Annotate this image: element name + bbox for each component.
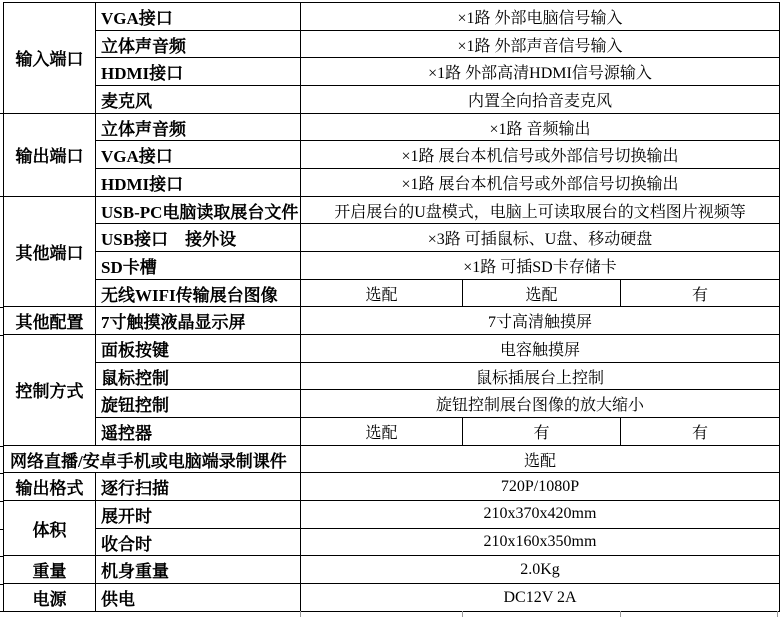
value-cell: 210x370x420mm bbox=[301, 501, 780, 529]
category-cell: 控制方式 bbox=[4, 335, 96, 446]
table-row bbox=[4, 418, 780, 446]
gridline-stub-left bbox=[0, 584, 4, 585]
value-cell: ×1路 外部电脑信号输入 bbox=[301, 3, 780, 31]
item-cell: USB接口 接外设 bbox=[96, 224, 301, 252]
value-cell: 7寸高清触摸屏 bbox=[301, 307, 780, 335]
table-row bbox=[4, 196, 780, 224]
value-cell: 有 bbox=[463, 418, 621, 446]
value-cell: 210x160x350mm bbox=[301, 528, 780, 556]
value-cell: 内置全向拾音麦克风 bbox=[301, 86, 780, 114]
table-row bbox=[4, 86, 780, 114]
table-row bbox=[4, 335, 780, 363]
item-cell: 7寸触摸液晶显示屏 bbox=[96, 307, 301, 335]
gridline-stub-left bbox=[0, 556, 4, 557]
item-cell: HDMI接口 bbox=[96, 58, 301, 86]
value-cell: 选配 bbox=[301, 445, 780, 473]
table-row bbox=[4, 169, 780, 197]
table-row bbox=[4, 584, 780, 612]
value-cell: 旋钮控制展台图像的放大缩小 bbox=[301, 390, 780, 418]
gridline-stub-bottom bbox=[620, 611, 621, 617]
value-cell: ×1路 外部声音信号输入 bbox=[301, 30, 780, 58]
gridline-stub-bottom bbox=[300, 611, 301, 617]
table-row bbox=[4, 30, 780, 58]
gridline-stub-left bbox=[0, 611, 4, 612]
gridline-stub-left bbox=[0, 446, 4, 447]
gridline-stub-left bbox=[0, 529, 4, 530]
item-cell: 旋钮控制 bbox=[96, 390, 301, 418]
table-row bbox=[4, 307, 780, 335]
category-cell: 输出端口 bbox=[4, 113, 96, 196]
value-cell: 2.0Kg bbox=[301, 556, 780, 584]
table-row bbox=[4, 528, 780, 556]
item-cell: 供电 bbox=[96, 584, 301, 612]
category-cell: 输出格式 bbox=[4, 473, 96, 501]
value-cell: DC12V 2A bbox=[301, 584, 780, 612]
value-cell: 鼠标插展台上控制 bbox=[301, 362, 780, 390]
item-cell: 机身重量 bbox=[96, 556, 301, 584]
table-row bbox=[4, 279, 780, 307]
table-row bbox=[4, 556, 780, 584]
value-cell: ×1路 展台本机信号或外部信号切换输出 bbox=[301, 141, 780, 169]
table-row bbox=[4, 473, 780, 501]
item-cell: 收合时 bbox=[96, 528, 301, 556]
item-cell: 立体声音频 bbox=[96, 113, 301, 141]
item-cell: VGA接口 bbox=[96, 3, 301, 31]
item-cell: 网络直播/安卓手机或电脑端录制课件 bbox=[4, 445, 301, 473]
gridline-stub-left bbox=[0, 307, 4, 308]
value-cell: ×1路 音频输出 bbox=[301, 113, 780, 141]
category-cell: 电源 bbox=[4, 584, 96, 612]
gridline-stub-left bbox=[0, 501, 4, 502]
item-cell: 遥控器 bbox=[96, 418, 301, 446]
table-row bbox=[4, 224, 780, 252]
table-row bbox=[4, 445, 780, 473]
value-cell: ×3路 可插鼠标、U盘、移动硬盘 bbox=[301, 224, 780, 252]
value-cell: 选配 bbox=[463, 279, 621, 307]
item-cell: 鼠标控制 bbox=[96, 362, 301, 390]
value-cell: ×1路 外部高清HDMI信号源输入 bbox=[301, 58, 780, 86]
table-row bbox=[4, 390, 780, 418]
gridline-stub-bottom bbox=[777, 611, 778, 617]
category-cell: 输入端口 bbox=[4, 3, 96, 114]
item-cell: USB-PC电脑读取展台文件 bbox=[96, 196, 301, 224]
item-cell: SD卡槽 bbox=[96, 252, 301, 280]
value-cell: 选配 bbox=[301, 418, 463, 446]
gridline-stub-left bbox=[0, 473, 4, 474]
gridline-stub-left bbox=[0, 335, 4, 336]
table-row bbox=[4, 141, 780, 169]
value-cell: 选配 bbox=[301, 279, 463, 307]
table-row bbox=[4, 113, 780, 141]
item-cell: 逐行扫描 bbox=[96, 473, 301, 501]
table-row bbox=[4, 501, 780, 529]
spec-table bbox=[3, 2, 780, 612]
item-cell: 麦克风 bbox=[96, 86, 301, 114]
value-cell: ×1路 展台本机信号或外部信号切换输出 bbox=[301, 169, 780, 197]
category-cell: 体积 bbox=[4, 501, 96, 556]
value-cell: 电容触摸屏 bbox=[301, 335, 780, 363]
gridline-stub-left bbox=[0, 196, 4, 197]
category-cell: 其他配置 bbox=[4, 307, 96, 335]
value-cell: 有 bbox=[621, 279, 780, 307]
table-row bbox=[4, 252, 780, 280]
item-cell: 展开时 bbox=[96, 501, 301, 529]
table-row bbox=[4, 3, 780, 31]
item-cell: 面板按键 bbox=[96, 335, 301, 363]
category-cell: 重量 bbox=[4, 556, 96, 584]
item-cell: HDMI接口 bbox=[96, 169, 301, 197]
value-cell: 720P/1080P bbox=[301, 473, 780, 501]
value-cell: 有 bbox=[621, 418, 780, 446]
value-cell: 开启展台的U盘模式，电脑上可读取展台的文档图片视频等 bbox=[301, 196, 780, 224]
value-cell: ×1路 可插SD卡存储卡 bbox=[301, 252, 780, 280]
item-cell: VGA接口 bbox=[96, 141, 301, 169]
gridline-stub-left bbox=[0, 113, 4, 114]
table-row bbox=[4, 362, 780, 390]
table-row bbox=[4, 58, 780, 86]
item-cell: 无线WIFI传输展台图像 bbox=[96, 279, 301, 307]
item-cell: 立体声音频 bbox=[96, 30, 301, 58]
category-cell: 其他端口 bbox=[4, 196, 96, 307]
gridline-stub-bottom bbox=[462, 611, 463, 617]
